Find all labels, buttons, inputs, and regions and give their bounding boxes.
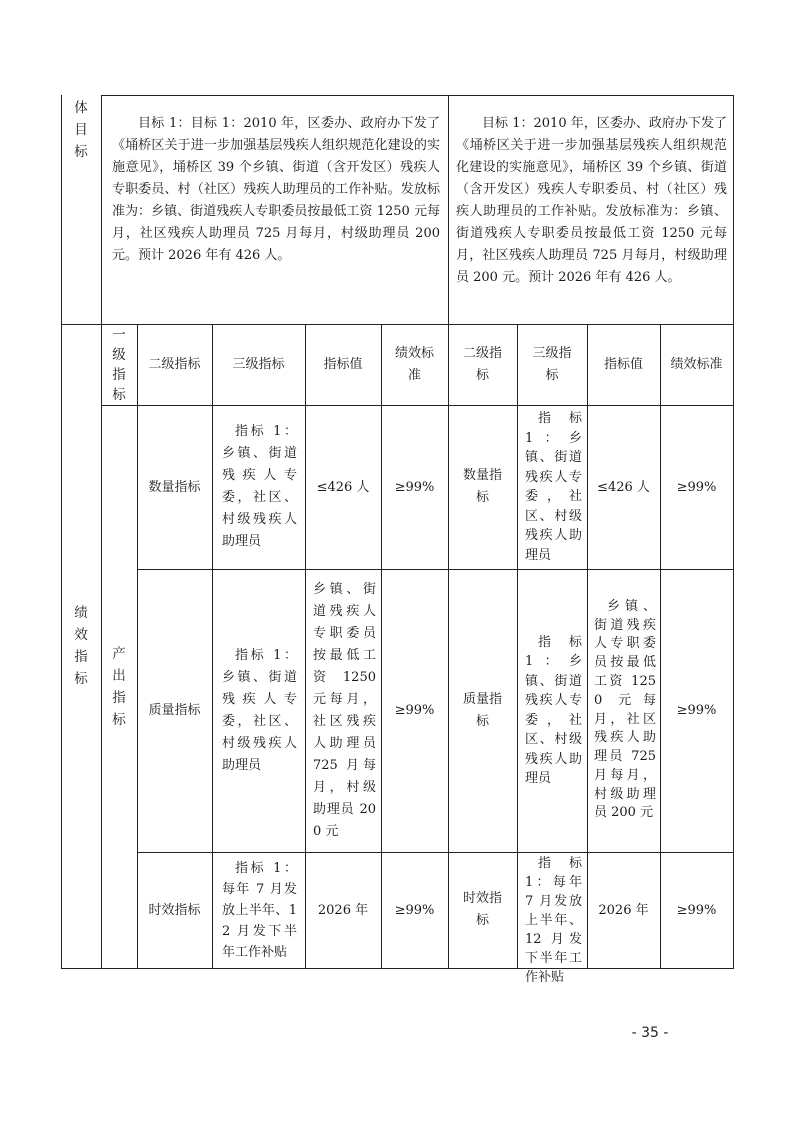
- grid-line: [101, 405, 734, 406]
- grid-line: [517, 324, 518, 968]
- grid-line: [137, 569, 734, 570]
- table-row-quantity-value: ≤426 人: [316, 479, 370, 495]
- header-r-standard: 绩效标准: [670, 356, 723, 372]
- header-standard: 绩效标准: [394, 345, 434, 383]
- grid-line: [61, 968, 734, 969]
- grid-line: [101, 95, 102, 968]
- table-row-quantity-level2: 数量指标: [148, 479, 201, 495]
- grid-line: [137, 852, 734, 853]
- grid-line: [212, 324, 213, 968]
- grid-line: [305, 324, 306, 968]
- level1-output-cell: [101, 405, 137, 968]
- goal-right-text: 目标 1：2010 年，区委办、政府办下发了《埇桥区关于进一步加强基层残疾人组织规范化建设的实施意见》，埇桥区 39 个乡镇、街道（含开发区）残疾人专职委员、村（社区）残疾人助理员的工作补贴。发放标准为：乡镇、街道残疾人专职委员按最低工资 1250 元每月，社区残疾人助理员 725 月每月，村级助理员 200 元。预计 2026 年有 426 人。: [456, 116, 727, 285]
- goal-left-text: 目标 1：目标 1：2010 年，区委办、政府办下发了《埇桥区关于进一步加强基层残疾人组织规范化建设的实施意见》，埇桥区 39 个乡镇、街道（含开发区）残疾人专职委员、村（社区）残疾人助理员的工作补贴。发放标准为：乡镇、街道残疾人专职委员按最低工资 1250 元每月，社区残疾人助理员 725 月每月，村级助理员 200 元。预计 2026 年有 426 人。: [112, 116, 440, 263]
- table-row-timeliness-r-standard: ≥99%: [676, 902, 717, 918]
- table-row-quality-r-level3: 指标 1：乡镇、街道残疾人专委，社区、村级残疾人助理员: [525, 634, 582, 786]
- table-row-quality-level3: 指标 1：乡镇、街道残疾人专委，社区、村级残疾人助理员: [222, 647, 297, 773]
- grid-line: [61, 95, 62, 968]
- page-number: - 35 -: [631, 1025, 669, 1041]
- header-r-level2: 二级指标: [462, 345, 502, 383]
- performance-label: 绩效指标: [74, 605, 88, 687]
- grid-line: [137, 324, 138, 968]
- table-row-timeliness-value: 2026 年: [317, 902, 369, 918]
- table-row-quality-r-value: 乡镇、街道残疾人专职委员按最低工资 1250 元每月，社区残疾人助理员 725 月每月，村级助理员 200 元: [594, 598, 656, 821]
- header-level2: 二级指标: [148, 357, 201, 372]
- table-row-timeliness-r-level2: 时效指标: [462, 891, 502, 928]
- table-row-quantity-standard: ≥99%: [394, 479, 435, 495]
- level1-output-label: 产出指标: [112, 645, 126, 728]
- header-level3: 三级指标: [232, 357, 285, 372]
- table-row-timeliness-r-level3: 指标 1：每年 7 月发放上半年、12 月发下半年工作补贴: [525, 856, 582, 985]
- table-row-quality-standard: ≥99%: [394, 703, 435, 718]
- grid-line: [101, 95, 734, 96]
- table-row-quantity-level3: 指标 1：乡镇、街道残疾人专委，社区、村级残疾人助理员: [222, 424, 297, 549]
- table-row-timeliness-standard: ≥99%: [394, 902, 435, 918]
- table-row-quality-level2: 质量指标: [148, 703, 201, 718]
- grid-line: [733, 95, 734, 968]
- table-row-quantity-r-standard: ≥99%: [676, 479, 717, 495]
- header-level1: 一级指标: [112, 326, 126, 403]
- table-row-quality-value: 乡镇、街道残疾人专职委员按最低工资 1250 元每月，社区残疾人助理员 725 月每月，村级助理员 200 元: [313, 581, 376, 839]
- table-row-quantity-r-level2: 数量指标: [462, 468, 502, 505]
- table-row-timeliness-level2: 时效指标: [148, 902, 201, 918]
- table-row-quantity-r-value: ≤426 人: [597, 479, 650, 495]
- header-r-value: 指标值: [603, 357, 643, 372]
- header-value: 指标值: [323, 357, 363, 372]
- header-r-level3: 三级指标: [532, 345, 572, 383]
- goal-right-cell: [448, 95, 733, 324]
- grid-line: [61, 324, 734, 325]
- grid-line: [587, 324, 588, 968]
- table-row-quality-r-level2: 质量指标: [462, 691, 502, 729]
- table-row-timeliness-r-value: 2026 年: [598, 902, 649, 918]
- table-row-quality-r-standard: ≥99%: [676, 703, 717, 718]
- grid-line: [381, 324, 382, 968]
- table-row-timeliness-level3: 指标 1：每年 7 月发放上半年、12 月发下半年工作补贴: [222, 860, 297, 960]
- goal-left-cell: [101, 95, 448, 324]
- goal-label-cell: [61, 95, 101, 160]
- grid-line: [660, 324, 661, 968]
- performance-label-cell: [61, 324, 101, 968]
- goal-label: 体目标: [74, 100, 88, 160]
- grid-line: [448, 95, 449, 968]
- table-row-quantity-r-level3: 指标 1：乡镇、街道残疾人专委，社区、村级残疾人助理员: [525, 411, 582, 563]
